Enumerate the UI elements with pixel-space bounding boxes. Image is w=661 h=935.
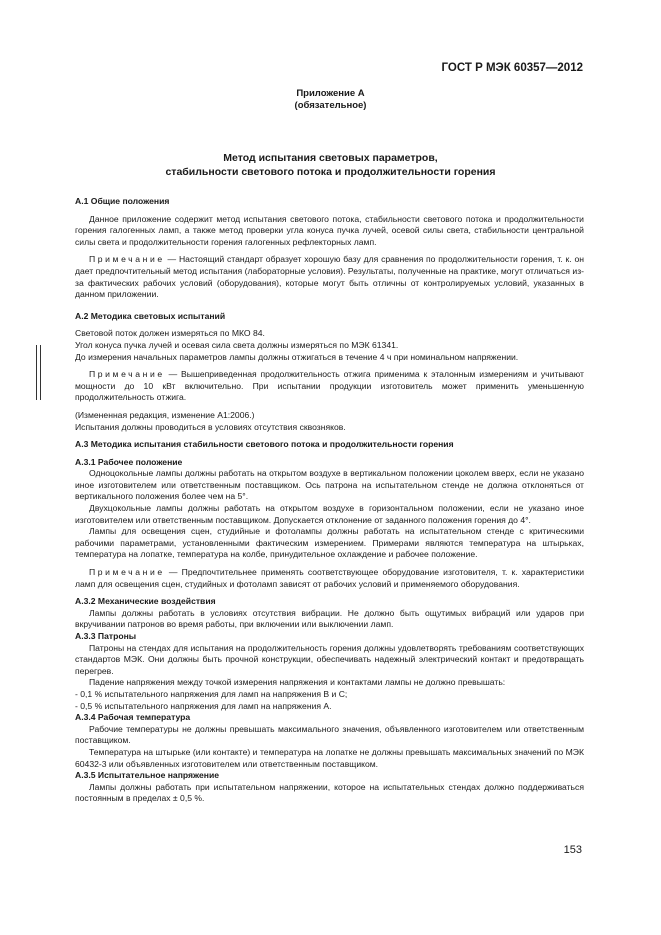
paragraph: До измерения начальных параметров лампы должны отжигаться в течение 4 ч при номинальном напряжении. [75,351,519,362]
note-keyword: Примечание [89,254,165,265]
section-heading-a1: А.1 Общие положения [75,196,170,206]
note-text: — Настоящий стандарт образует хорошую базу для сравнения по продолжительности горения, т. к. он дает предпочтительный метод испытания (лабораторные условия). Результаты, полученные на практике, могут отличаться из-за фактических рабочих условий (оборудования), которые могут быть отличны от контролируемых условий, указанных в данном приложении. [75,254,584,300]
note [75,567,584,590]
paragraph: Световой поток должен измеряться по МКО 84. [75,328,265,339]
subsection-heading-a35: А.3.5 Испытательное напряжение [75,770,220,781]
amendment-note: (Измененная редакция, изменение А1:2006.) [75,409,255,420]
note-keyword: Примечание [89,567,165,578]
paragraph: Патроны на стендах для испытания на продолжительность горения должны удовлетворять требованиям соответствующих стандартов МЭК. Они должны быть прочной конструкции, обеспечивать надежный электрический контакт и предотвращать перегрев. [75,642,584,676]
document-body [75,196,584,805]
section-heading-a3: А.3 Методика испытания стабильности светового потока и продолжительности горения [75,439,454,450]
change-bar [36,345,37,400]
subsection-heading-a31: А.3.1 Рабочее положение [75,456,183,467]
note-text: — Вышеприведенная продолжительность отжига применима к эталонным измерениям и учитывают мощности до 10 кВт включительно. При испытании продукции изготовитель может применить уменьшенную продолжительность отжига. [75,369,584,403]
note-keyword: Примечание [89,369,165,380]
list-item: - 0,1 % испытательного напряжения для ламп на напряжения B и C; [75,688,348,699]
paragraph: Температура на штырьке (или контакте) и температура на лопатке не должны превышать максимальных значений по МЭК 60432-3 или объявленных изготовителем или ответственным поставщиком. [75,746,584,769]
paragraph: Данное приложение содержит метод испытания светового потока, стабильности светового потока и продолжительности горения галогенных ламп, а также метод проверки угла конуса пучка лучей, осевой силы света, стабильности центральной силы света и продолжительности горения галогенных рефлекторных ламп. [75,213,584,247]
paragraph: Испытания должны проводиться в условиях отсутствия сквозняков. [75,421,346,432]
document-title [0,151,661,179]
subsection-heading-a34: А.3.4 Рабочая температура [75,712,191,723]
document-title-line2: стабильности светового потока и продолжительности горения [165,166,496,178]
change-bar [40,345,41,400]
list-item: - 0,5 % испытательного напряжения для ламп на напряжения A. [75,700,332,711]
paragraph: Лампы для освещения сцен, студийные и фотолампы должны работать на испытательном стенде с критическими рабочими параметрами, установленными фактическим измерением. Примерами являются температура на штырьках, температура на лопатке, температура на колбе, принудительное охлаждение и рабочее положение. [75,526,584,560]
standard-number: ГОСТ Р МЭК 60357—2012 [441,62,583,74]
note-text: — Предпочтительнее применять соответствующее оборудование изготовителя, т. к. характеристики ламп для освещения сцен, студийных и фотоламп зависят от рабочих условий и применяемого оборудования. [75,567,584,589]
paragraph: Двухцокольные лампы должны работать на открытом воздухе в горизонтальном положении, если не указано иное изготовителем или ответственным поставщиком. Допускается отклонение от заданного положения горения до 4°. [75,503,584,525]
paragraph: Рабочие температуры не должны превышать максимального значения, объявленного изготовителем или ответственным поставщиком. [75,723,584,746]
note [75,254,584,300]
paragraph: Угол конуса пучка лучей и осевая сила света должны измеряться по МЭК 61341. [75,339,399,350]
note [75,369,584,404]
subsection-heading-a32: А.3.2 Механические воздействия [75,596,216,607]
change-bars [36,345,42,400]
document-title-line1: Метод испытания световых параметров, [223,152,438,164]
annex-status: (обязательное) [294,100,367,111]
paragraph: Лампы должны работать в условиях отсутствия вибрации. Не должно быть ощутимых вибраций или ударов при вкручивании патронов во время работы, при включении или выключении ламп. [75,607,584,630]
paragraph: Одноцокольные лампы должны работать на открытом воздухе в вертикальном положении цоколем вверх, если не указано иное изготовителем или ответственным поставщиком. Ось патрона на испытательном стенде не должна отклоняться от вертикального положения более чем на 5°. [75,468,584,502]
section-heading-a2: А.2 Методика световых испытаний [75,310,226,321]
paragraph: Лампы должны работать при испытательном напряжении, которое на испытательных стендах должно поддерживаться постоянным в пределах ± 0,5 %. [75,781,584,804]
annex-heading [0,88,661,112]
subsection-heading-a33: А.3.3 Патроны [75,631,137,641]
annex-title: Приложение А [296,88,365,99]
paragraph: Падение напряжения между точкой измерения напряжения и контактами лампы не должно превышать: [89,677,506,688]
page-number: 153 [563,844,582,856]
